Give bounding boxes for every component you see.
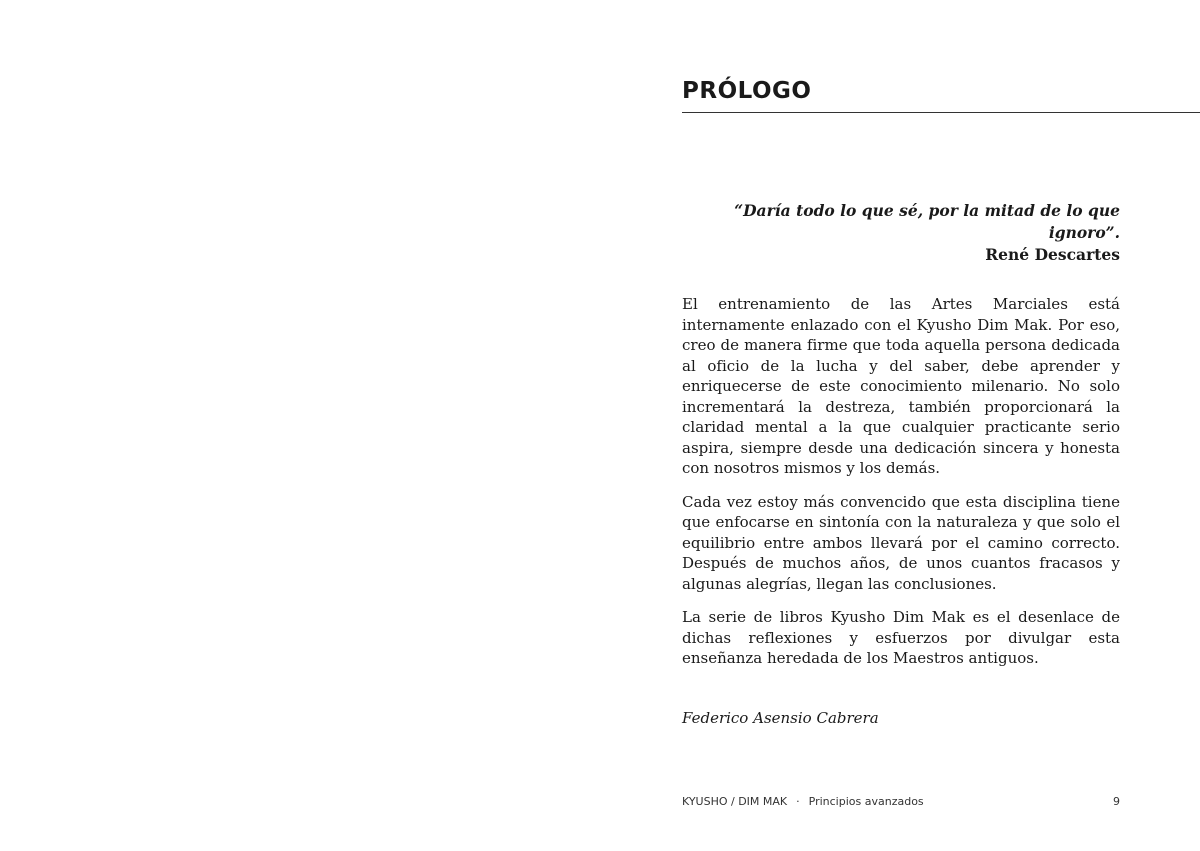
running-footer	[682, 795, 924, 808]
paragraph-1: El entrenamiento de las Artes Marciales está internamente enlazado con el Kyusho Dim Mak. Por eso, creo de manera firme que toda aquella persona dedicada al oficio de la lucha y del saber, debe aprender y enriquecerse de este conocimiento milenario. No solo incrementará la destreza, también proporcionará la claridad mental a la que cualquier practicante serio aspira, siempre desde una dedicación sincera y honesta con nosotros mismos y los demás.	[682, 295, 1120, 477]
author-signature: Federico Asensio Cabrera	[682, 709, 879, 727]
footer-subtitle: Principios avanzados	[808, 795, 924, 808]
right-page	[600, 0, 1200, 851]
prologue-body	[682, 294, 1120, 682]
paragraph-2: Cada vez estoy más convencido que esta disciplina tiene que enfocarse en sintonía con la naturaleza y que solo el equilibrio entre ambos llevará por el camino correcto. Después de muchos años, de unos cuantos fracasos y algunas alegrías, llegan las conclusiones.	[682, 492, 1120, 593]
chapter-title: PRÓLOGO	[682, 78, 812, 104]
title-divider	[682, 112, 1200, 113]
footer-book-title: KYUSHO / DIM MAK	[682, 795, 788, 808]
epigraph-author: René Descartes	[985, 245, 1120, 264]
page-footer	[682, 795, 1120, 811]
paragraph-3: La serie de libros Kyusho Dim Mak es el desenlace de dichas reflexiones y esfuerzos por divulgar esta enseñanza heredada de los Maestros antiguos.	[682, 608, 1120, 667]
epigraph	[682, 200, 1120, 266]
epigraph-quote: “Daría todo lo que sé, por la mitad de lo que ignoro”.	[734, 201, 1120, 242]
page-number: 9	[1113, 795, 1120, 808]
footer-separator: ·	[796, 795, 800, 808]
